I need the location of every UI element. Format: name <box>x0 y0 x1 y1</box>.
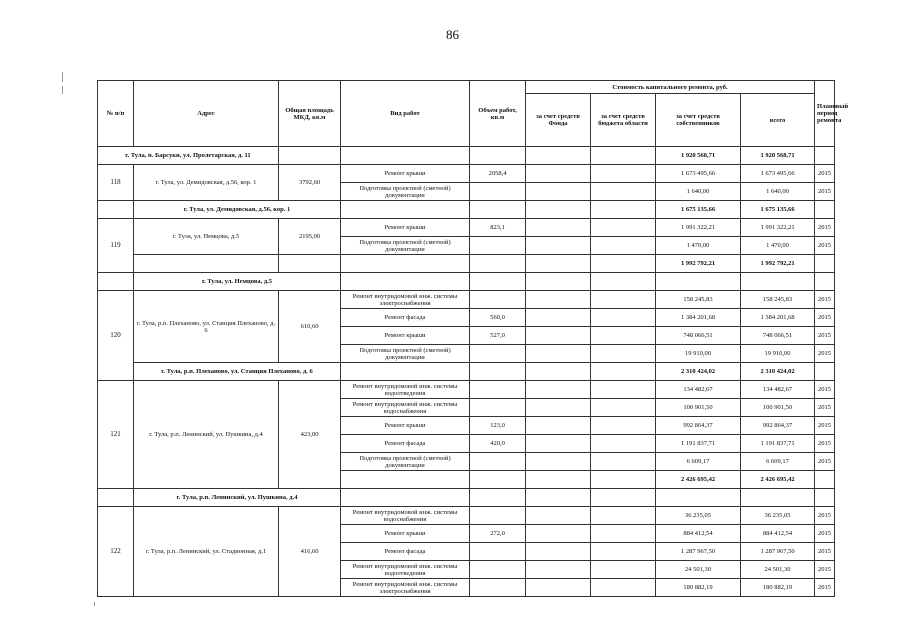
work-cell: Ремонт внутридомовой инж. системы водоснабжения <box>341 399 470 417</box>
volume-cell: 420,0 <box>470 435 526 453</box>
period-cell: 2015 <box>815 579 835 597</box>
empty-cell <box>526 273 591 291</box>
period-cell: 2015 <box>815 381 835 399</box>
header-num: № п/п <box>98 81 134 147</box>
total-cell: 1 470,00 <box>741 237 815 255</box>
empty-cell <box>470 489 526 507</box>
volume-cell: 823,1 <box>470 219 526 237</box>
empty-cell <box>526 417 591 435</box>
empty-cell <box>591 183 656 201</box>
period-cell: 2015 <box>815 183 835 201</box>
owners-cell: 134 482,67 <box>656 381 741 399</box>
empty-cell <box>526 363 591 381</box>
empty-cell <box>591 489 656 507</box>
total-cell: 884 412,54 <box>741 525 815 543</box>
total-cell: 992 864,37 <box>741 417 815 435</box>
empty-cell <box>341 201 470 219</box>
empty-cell <box>470 507 526 525</box>
empty-cell <box>591 219 656 237</box>
empty-cell <box>741 273 815 291</box>
volume-cell: 123,0 <box>470 417 526 435</box>
empty-cell <box>526 219 591 237</box>
empty-cell <box>526 471 591 489</box>
empty-cell <box>591 525 656 543</box>
empty-cell <box>526 453 591 471</box>
owners-cell: 992 864,37 <box>656 417 741 435</box>
row-number: 120 <box>98 291 134 381</box>
empty-cell <box>591 165 656 183</box>
empty-cell <box>526 543 591 561</box>
empty-cell <box>591 363 656 381</box>
header-area: Общая площадь МКД, кв.м <box>279 81 341 147</box>
empty-cell <box>741 489 815 507</box>
owners-cell: 6 609,17 <box>656 453 741 471</box>
work-cell: Ремонт крыши <box>341 525 470 543</box>
empty-cell <box>526 255 591 273</box>
empty-cell <box>526 165 591 183</box>
work-cell: Подготовка проектной (сметной) документации <box>341 345 470 363</box>
total-cell: 1 991 322,21 <box>741 219 815 237</box>
owners-cell: 748 066,51 <box>656 327 741 345</box>
area-cell: 3792,60 <box>279 165 341 201</box>
total-cell: 158 245,83 <box>741 291 815 309</box>
address-cell: г. Тула, р.п. Плеханово, ул. Станция Плеханово, д. 6 <box>134 291 279 363</box>
total-cell: 100 901,50 <box>741 399 815 417</box>
empty-cell <box>815 255 835 273</box>
empty-cell <box>815 201 835 219</box>
empty-cell <box>470 183 526 201</box>
total-cell: 1 191 837,71 <box>741 435 815 453</box>
total-cell: 134 482,67 <box>741 381 815 399</box>
owners-cell: 158 245,83 <box>656 291 741 309</box>
empty-cell <box>470 471 526 489</box>
empty-cell <box>591 201 656 219</box>
row-number: 121 <box>98 381 134 489</box>
address-cell: г. Тула, р.п. Плеханово, ул. Станция Плеханово, д. 6 <box>134 363 341 381</box>
empty-cell <box>591 399 656 417</box>
capital-repair-table <box>97 80 849 597</box>
header-period: Плановый период ремонта <box>815 81 835 147</box>
total-cell: 1 287 967,50 <box>741 543 815 561</box>
empty-cell <box>815 273 835 291</box>
row-number: 118 <box>98 165 134 201</box>
total-cell: 36 235,05 <box>741 507 815 525</box>
empty-cell <box>591 273 656 291</box>
period-cell: 2015 <box>815 507 835 525</box>
total-cell: 2 310 424,02 <box>741 363 815 381</box>
address-cell: г. Тула, р.п. Ленинский, ул. Пушкина, д.4 <box>134 381 279 489</box>
empty-cell <box>526 147 591 165</box>
address-cell: г. Тула, ул. Демидовская, д.56, кор. 1 <box>134 165 279 201</box>
empty-cell <box>526 381 591 399</box>
empty-cell <box>526 561 591 579</box>
work-cell: Ремонт внутридомовой инж. системы электроснабжения <box>341 291 470 309</box>
page-number: 86 <box>446 27 459 42</box>
empty-cell <box>470 579 526 597</box>
header-row <box>98 81 835 94</box>
header-total: всего <box>741 94 815 147</box>
header-owners: за счет средств собственников <box>656 94 741 147</box>
period-cell: 2015 <box>815 399 835 417</box>
work-cell: Ремонт внутридомовой инж. системы водоотведения <box>341 381 470 399</box>
total-cell: 24 501,30 <box>741 561 815 579</box>
empty-cell <box>98 201 134 219</box>
header-volume: Объем работ, кв.м <box>470 81 526 147</box>
period-cell: 2015 <box>815 543 835 561</box>
empty-cell <box>470 291 526 309</box>
owners-cell: 24 501,30 <box>656 561 741 579</box>
owners-cell: 1 991 322,21 <box>656 219 741 237</box>
owners-cell: 180 882,19 <box>656 579 741 597</box>
empty-cell <box>526 201 591 219</box>
empty-cell <box>815 363 835 381</box>
empty-cell <box>341 489 470 507</box>
total-cell: 1 992 792,21 <box>741 255 815 273</box>
empty-cell <box>591 417 656 435</box>
work-cell: Подготовка проектной (сметной) документации <box>341 453 470 471</box>
period-cell: 2015 <box>815 417 835 435</box>
area-cell: 2195,00 <box>279 219 341 255</box>
empty-cell <box>815 471 835 489</box>
empty-cell <box>98 273 134 291</box>
empty-cell <box>591 543 656 561</box>
empty-cell <box>591 471 656 489</box>
empty-cell <box>591 309 656 327</box>
area-cell: 423,00 <box>279 381 341 489</box>
table-row <box>98 147 835 165</box>
empty-cell <box>134 255 279 273</box>
empty-cell <box>815 489 835 507</box>
empty-cell <box>591 579 656 597</box>
period-cell: 2015 <box>815 165 835 183</box>
table-row <box>98 201 835 219</box>
total-cell: 180 882,19 <box>741 579 815 597</box>
empty-cell <box>470 363 526 381</box>
owners-cell: 1 384 201,68 <box>656 309 741 327</box>
total-cell: 1 384 201,68 <box>741 309 815 327</box>
table-row <box>98 165 835 183</box>
work-cell: Ремонт фасада <box>341 543 470 561</box>
period-cell: 2015 <box>815 561 835 579</box>
table-row <box>98 363 835 381</box>
empty-cell <box>470 561 526 579</box>
table-row <box>98 507 835 525</box>
owners-cell: 2 310 424,02 <box>656 363 741 381</box>
work-cell: Подготовка проектной (сметной) документации <box>341 237 470 255</box>
total-cell: 748 066,51 <box>741 327 815 345</box>
address-cell: г. Тула, р.п. Ленинский, ул. Стадионная, д.1 <box>134 507 279 597</box>
work-cell: Ремонт крыши <box>341 327 470 345</box>
work-cell: Ремонт крыши <box>341 165 470 183</box>
owners-cell: 1 992 792,21 <box>656 255 741 273</box>
work-cell: Подготовка проектной (сметной) документации <box>341 183 470 201</box>
table-row <box>98 255 835 273</box>
volume-cell: 527,0 <box>470 327 526 345</box>
address-cell: г. Тула, ул. Немцова, д.5 <box>134 219 279 255</box>
empty-cell <box>591 255 656 273</box>
table-row <box>98 273 835 291</box>
empty-cell <box>526 327 591 345</box>
empty-cell <box>341 147 470 165</box>
row-number: 122 <box>98 507 134 597</box>
empty-cell <box>470 255 526 273</box>
empty-cell <box>470 381 526 399</box>
owners-cell: 2 426 695,42 <box>656 471 741 489</box>
header-address: Адрес <box>134 81 279 147</box>
owners-cell: 1 640,00 <box>656 183 741 201</box>
owners-cell: 884 412,54 <box>656 525 741 543</box>
address-cell: г. Тула, ул. Немцова, д.5 <box>134 273 341 291</box>
total-cell: 1 675 135,66 <box>741 201 815 219</box>
table-row <box>98 291 835 309</box>
owners-cell: 1 673 495,66 <box>656 165 741 183</box>
empty-cell <box>470 147 526 165</box>
row-number: 119 <box>98 219 134 273</box>
scan-mark <box>62 86 63 94</box>
volume-cell: 560,0 <box>470 309 526 327</box>
empty-cell <box>656 273 741 291</box>
header-cost-group: Стоимость капитального ремонта, руб. <box>526 81 815 94</box>
empty-cell <box>526 579 591 597</box>
area-cell: 610,60 <box>279 291 341 363</box>
area-cell: 416,60 <box>279 507 341 597</box>
empty-cell <box>279 255 341 273</box>
empty-cell <box>591 291 656 309</box>
empty-cell <box>470 273 526 291</box>
empty-cell <box>470 543 526 561</box>
empty-cell <box>591 561 656 579</box>
total-cell: 1 673 495,66 <box>741 165 815 183</box>
empty-cell <box>341 471 470 489</box>
empty-cell <box>815 147 835 165</box>
period-cell: 2015 <box>815 525 835 543</box>
period-cell: 2015 <box>815 309 835 327</box>
period-cell: 2015 <box>815 435 835 453</box>
empty-cell <box>591 381 656 399</box>
work-cell: Ремонт внутридомовой инж. системы водоотведения <box>341 561 470 579</box>
empty-cell <box>526 345 591 363</box>
empty-cell <box>470 453 526 471</box>
total-cell: 6 609,17 <box>741 453 815 471</box>
empty-cell <box>526 507 591 525</box>
empty-cell <box>279 147 341 165</box>
work-cell: Ремонт фасада <box>341 435 470 453</box>
work-cell: Ремонт крыши <box>341 417 470 435</box>
total-cell: 2 426 695,42 <box>741 471 815 489</box>
empty-cell <box>470 345 526 363</box>
empty-cell <box>470 237 526 255</box>
work-cell: Ремонт фасада <box>341 309 470 327</box>
period-cell: 2015 <box>815 327 835 345</box>
total-cell: 1 920 568,71 <box>741 147 815 165</box>
owners-cell: 1 920 568,71 <box>656 147 741 165</box>
address-cell: г. Тула, р.п. Ленинский, ул. Пушкина, д.4 <box>134 489 341 507</box>
empty-cell <box>591 327 656 345</box>
header-fund: за счет средств Фонда <box>526 94 591 147</box>
empty-cell <box>98 489 134 507</box>
empty-cell <box>526 309 591 327</box>
empty-cell <box>341 273 470 291</box>
empty-cell <box>591 453 656 471</box>
empty-cell <box>591 237 656 255</box>
owners-cell: 1 470,00 <box>656 237 741 255</box>
owners-cell: 1 675 135,66 <box>656 201 741 219</box>
address-cell: г. Тула, п. Барсуки, ул. Пролетарская, д. 11 <box>98 147 279 165</box>
empty-cell <box>341 363 470 381</box>
empty-cell <box>526 291 591 309</box>
empty-cell <box>656 489 741 507</box>
period-cell: 2015 <box>815 453 835 471</box>
empty-cell <box>526 183 591 201</box>
table-row <box>98 219 835 237</box>
header-work: Вид работ <box>341 81 470 147</box>
empty-cell <box>470 399 526 417</box>
period-cell: 2015 <box>815 219 835 237</box>
work-cell: Ремонт внутридомовой инж. системы водоснабжения <box>341 507 470 525</box>
owners-cell: 19 910,00 <box>656 345 741 363</box>
address-cell: г. Тула, ул. Демидовская, д.56, кор. 1 <box>134 201 341 219</box>
empty-cell <box>526 435 591 453</box>
work-cell: Ремонт крыши <box>341 219 470 237</box>
table-row <box>98 489 835 507</box>
empty-cell <box>591 435 656 453</box>
total-cell: 1 640,00 <box>741 183 815 201</box>
empty-cell <box>470 201 526 219</box>
volume-cell: 272,0 <box>470 525 526 543</box>
period-cell: 2015 <box>815 345 835 363</box>
empty-cell <box>526 489 591 507</box>
owners-cell: 1 287 967,50 <box>656 543 741 561</box>
empty-cell <box>526 237 591 255</box>
scan-mark <box>62 72 63 82</box>
empty-cell <box>591 345 656 363</box>
empty-cell <box>526 399 591 417</box>
volume-cell: 2058,4 <box>470 165 526 183</box>
empty-cell <box>526 525 591 543</box>
scan-mark <box>94 602 95 606</box>
total-cell: 19 910,00 <box>741 345 815 363</box>
period-cell: 2015 <box>815 237 835 255</box>
owners-cell: 36 235,05 <box>656 507 741 525</box>
table-row <box>98 381 835 399</box>
header-region: за счет средств бюджета области <box>591 94 656 147</box>
empty-cell <box>341 255 470 273</box>
period-cell: 2015 <box>815 291 835 309</box>
empty-cell <box>591 147 656 165</box>
owners-cell: 100 901,50 <box>656 399 741 417</box>
empty-cell <box>591 507 656 525</box>
owners-cell: 1 191 837,71 <box>656 435 741 453</box>
work-cell: Ремонт внутридомовой инж. системы электроснабжения <box>341 579 470 597</box>
